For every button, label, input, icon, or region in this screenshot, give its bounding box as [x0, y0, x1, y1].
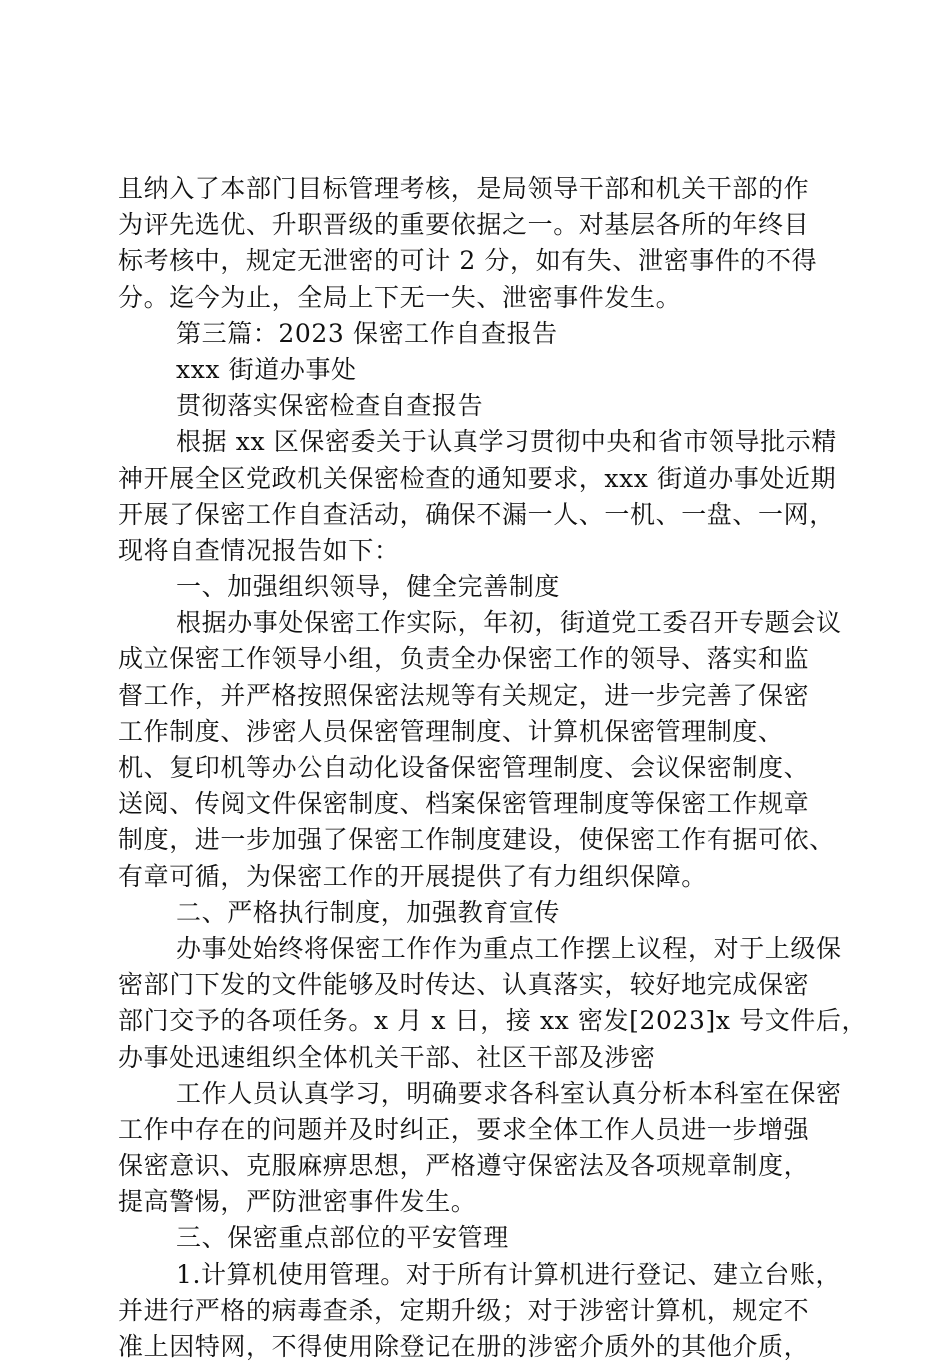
text-line: 提高警惕，严防泄密事件发生。	[118, 1187, 477, 1217]
text-line: 贯彻落实保密检查自查报告	[176, 391, 484, 421]
text-line: 密部门下发的文件能够及时传达、认真落实，较好地完成保密	[118, 970, 810, 1000]
text-line: 督工作，并严格按照保密法规等有关规定，进一步完善了保密	[118, 680, 810, 710]
text-line: 分。迄今为止，全局上下无一失、泄密事件发生。	[118, 282, 682, 312]
document-body	[118, 171, 868, 1365]
text-line: 工作制度、涉密人员保密管理制度、计算机保密管理制度、	[118, 716, 784, 746]
text-line: 现将自查情况报告如下：	[118, 535, 400, 565]
text-line: 一、加强组织领导，健全完善制度	[176, 572, 561, 602]
text-line: 标考核中，规定无泄密的可计 2 分，如有失、泄密事件的不得	[118, 246, 818, 276]
text-line: xxx 街道办事处	[176, 354, 357, 384]
text-line: 第三篇：2023 保密工作自查报告	[176, 318, 558, 348]
text-line: 工作中存在的问题并及时纠正，要求全体工作人员进一步增强	[118, 1114, 810, 1144]
text-line: 神开展全区党政机关保密检查的通知要求，xxx 街道办事处近期	[118, 463, 837, 493]
text-line: 有章可循，为保密工作的开展提供了有力组织保障。	[118, 861, 707, 891]
text-line: 二、严格执行制度，加强教育宣传	[176, 897, 561, 927]
text-line: 为评先选优、升职晋级的重要依据之一。对基层各所的年终目	[118, 210, 810, 240]
text-line: 工作人员认真学习，明确要求各科室认真分析本科室在保密	[176, 1078, 842, 1108]
text-line: 准上因特网，不得使用除登记在册的涉密介质外的其他介质，	[118, 1332, 810, 1361]
text-line: 三、保密重点部位的平安管理	[176, 1223, 509, 1253]
text-line: 且纳入了本部门目标管理考核，是局领导干部和机关干部的作	[118, 174, 810, 203]
text-line: 并进行严格的病毒查杀，定期升级；对于涉密计算机，规定不	[118, 1295, 810, 1325]
text-line: 成立保密工作领导小组，负责全办保密工作的领导、落实和监	[118, 644, 810, 674]
text-line: 办事处始终将保密工作作为重点工作摆上议程，对于上级保	[176, 933, 842, 963]
text-line: 1.计算机使用管理。对于所有计算机进行登记、建立台账，	[176, 1259, 842, 1289]
text-line: 部门交予的各项任务。x 月 x 日，接 xx 密发[2023]x 号文件后，	[118, 1006, 868, 1036]
text-line: 机、复印机等办公自动化设备保密管理制度、会议保密制度、	[118, 753, 810, 782]
text-line: 根据 xx 区保密委关于认真学习贯彻中央和省市领导批示精	[176, 427, 837, 457]
text-line: 送阅、传阅文件保密制度、档案保密管理制度等保密工作规章	[118, 789, 810, 819]
text-line: 保密意识、克服麻痹思想，严格遵守保密法及各项规章制度，	[118, 1151, 810, 1181]
text-line: 办事处迅速组织全体机关干部、社区干部及涉密	[118, 1042, 656, 1072]
text-line: 制度，进一步加强了保密工作制度建设，使保密工作有据可依、	[118, 825, 835, 855]
text-line: 开展了保密工作自查活动，确保不漏一人、一机、一盘、一网，	[118, 499, 835, 529]
text-line: 根据办事处保密工作实际，年初，街道党工委召开专题会议	[176, 608, 842, 638]
